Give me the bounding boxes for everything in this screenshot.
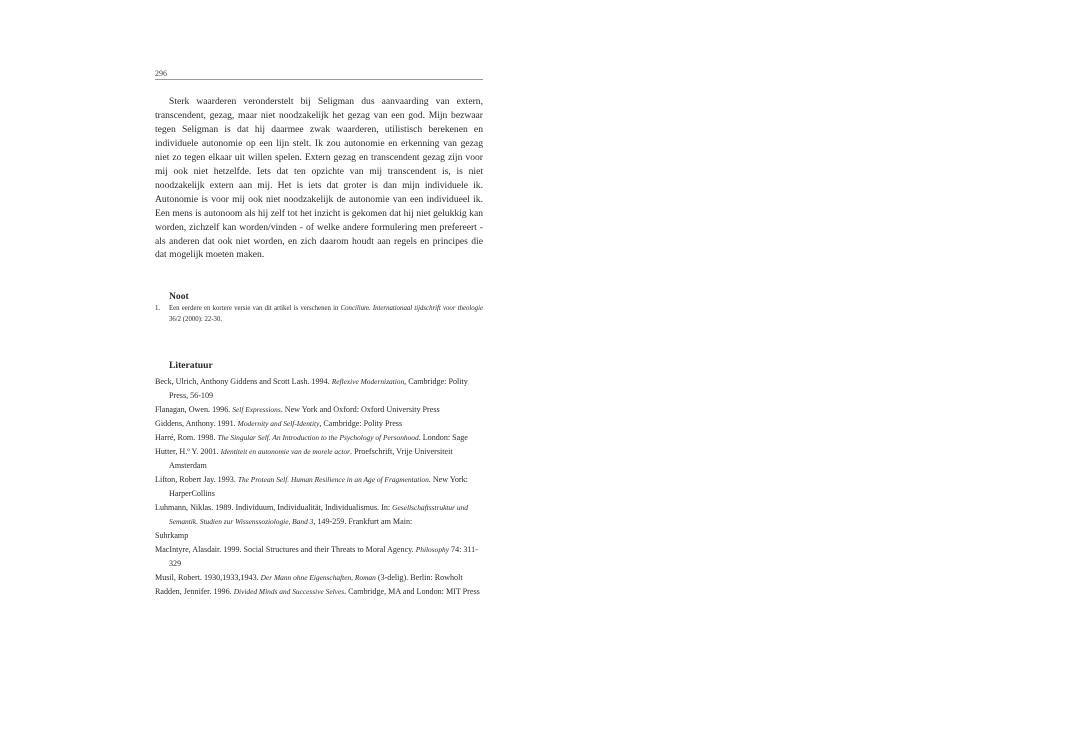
footnote-text bbox=[155, 303, 483, 325]
reference-pre: Beck, Ulrich, Anthony Giddens and Scott Lash. 1994. bbox=[155, 377, 332, 386]
footnote bbox=[155, 303, 483, 325]
footnote-title: Concilium. Internationaal tijdschrift voor theologie bbox=[340, 305, 483, 312]
reference-item bbox=[155, 403, 483, 417]
reference-pre: Suhrkamp bbox=[155, 531, 189, 540]
reference-title: Gesellschaftsstruktur und Semantik. Studien zur Wissenssoziologie, Band 3 bbox=[169, 503, 468, 526]
reference-pre: Luhmann, Niklas. 1989. Individuum, Individualität, Individualismus. In: bbox=[155, 503, 393, 512]
reference-pre: Lifton, Robert Jay. 1993. bbox=[155, 475, 238, 484]
reference-pre: MacIntyre, Alasdair. 1999. Social Structures and their Threats to Moral Agency. bbox=[155, 545, 416, 554]
reference-pre: Flanagan, Owen. 1996. bbox=[155, 405, 233, 414]
reference-pre: Harré, Rom. 1998. bbox=[155, 433, 218, 442]
reference-title: Divided Minds and Successive Selves bbox=[233, 587, 345, 596]
reference-post: . New York and Oxford: Oxford University Press bbox=[280, 405, 440, 414]
reference-title: Modernity and Self-Identity bbox=[237, 419, 320, 428]
reference-post: , Cambridge: Polity Press, 56-109 bbox=[169, 377, 468, 400]
reference-post: , Cambridge: Polity Press bbox=[319, 419, 403, 428]
reference-post: . London: Sage bbox=[418, 433, 468, 442]
reference-item bbox=[155, 585, 483, 599]
reference-post: . New York: HarperCollins bbox=[169, 475, 468, 498]
reference-title: Identiteit en autonomie van de morele actor bbox=[220, 447, 351, 456]
note-heading: Noot bbox=[169, 291, 189, 302]
reference-item bbox=[155, 417, 483, 431]
book-page bbox=[155, 68, 483, 596]
reference-title: Philosophy bbox=[415, 545, 449, 554]
reference-post: . Cambridge, MA and London: MIT Press bbox=[344, 587, 480, 596]
reference-title: The Singular Self. An Introduction to the Psychology of Personhood bbox=[217, 433, 419, 442]
reference-item bbox=[155, 529, 483, 543]
literature-heading: Literatuur bbox=[169, 360, 213, 371]
reference-post: . Proefschrift, Vrije Universiteit Amsterdam bbox=[169, 447, 453, 470]
reference-post: , 149-259. Frankfurt am Main: bbox=[313, 517, 413, 526]
reference-pre: Radden, Jennifer. 1996. bbox=[155, 587, 234, 596]
reference-title: Reflexive Modernization bbox=[331, 377, 405, 386]
reference-pre: Hutter, H.º Y. 2001. bbox=[155, 447, 221, 456]
reference-item bbox=[155, 501, 483, 529]
reference-pre: Musil, Robert. 1930,1933,1943. bbox=[155, 573, 261, 582]
reference-post: (3-delig). Berlin: Rowholt bbox=[375, 573, 463, 582]
page-number: 296 bbox=[155, 69, 167, 78]
header-rule bbox=[155, 79, 483, 80]
footnote-text-after: 36/2 (2000): 22-30. bbox=[169, 316, 223, 323]
reference-item bbox=[155, 445, 483, 473]
reference-list bbox=[155, 375, 483, 599]
reference-item bbox=[155, 375, 483, 403]
reference-item bbox=[155, 543, 483, 571]
reference-post: 74: 311-329 bbox=[169, 545, 478, 568]
footnote-number: 1. bbox=[155, 305, 161, 312]
reference-title: Self Expressions bbox=[232, 405, 281, 414]
body-paragraph: Sterk waarderen veronderstelt bij Seligman dus aanvaarding van extern, transcendent, gezag, maar niet noodzakelijk het gezag van een god. Mijn bezwaar tegen Seligman is dat hij daarmee zwak waarderen, utilistisch berekenen en individuele autonomie op een lijn stelt. Ik zou autonomie en erkenning van gezag niet zo tegen elkaar uit willen spelen. Extern gezag en transcendent gezag zijn voor mij ook niet hetzelfde. Iets dat ten opzichte van mij transcendent is, is niet noodzakelijk extern aan mij. Het is iets dat groter is dan mijn individuele ik. Autonomie is voor mij ook niet noodzakelijk de autonomie van een individueel ik. Een mens is autonoom als hij zelf tot het inzicht is gekomen dat hij niet gelukkig kan worden, zichzelf kan worden/vinden - of welke andere formulering men prefereert - als anderen dat ook niet worden, en zich daarom houdt aan regels en principes die dat mogelijk moeten maken. bbox=[155, 96, 483, 261]
reference-item bbox=[155, 571, 483, 585]
footnote-text-before: Een eerdere en kortere versie van dit artikel is verschenen in bbox=[169, 305, 341, 312]
reference-title: Der Mann ohne Eigenschaften, Roman bbox=[260, 573, 376, 582]
reference-pre: Giddens, Anthony. 1991. bbox=[155, 419, 238, 428]
reference-item bbox=[155, 473, 483, 501]
reference-title: The Protean Self. Human Resilience in an Age of Fragmentation bbox=[237, 475, 429, 484]
reference-item bbox=[155, 431, 483, 445]
